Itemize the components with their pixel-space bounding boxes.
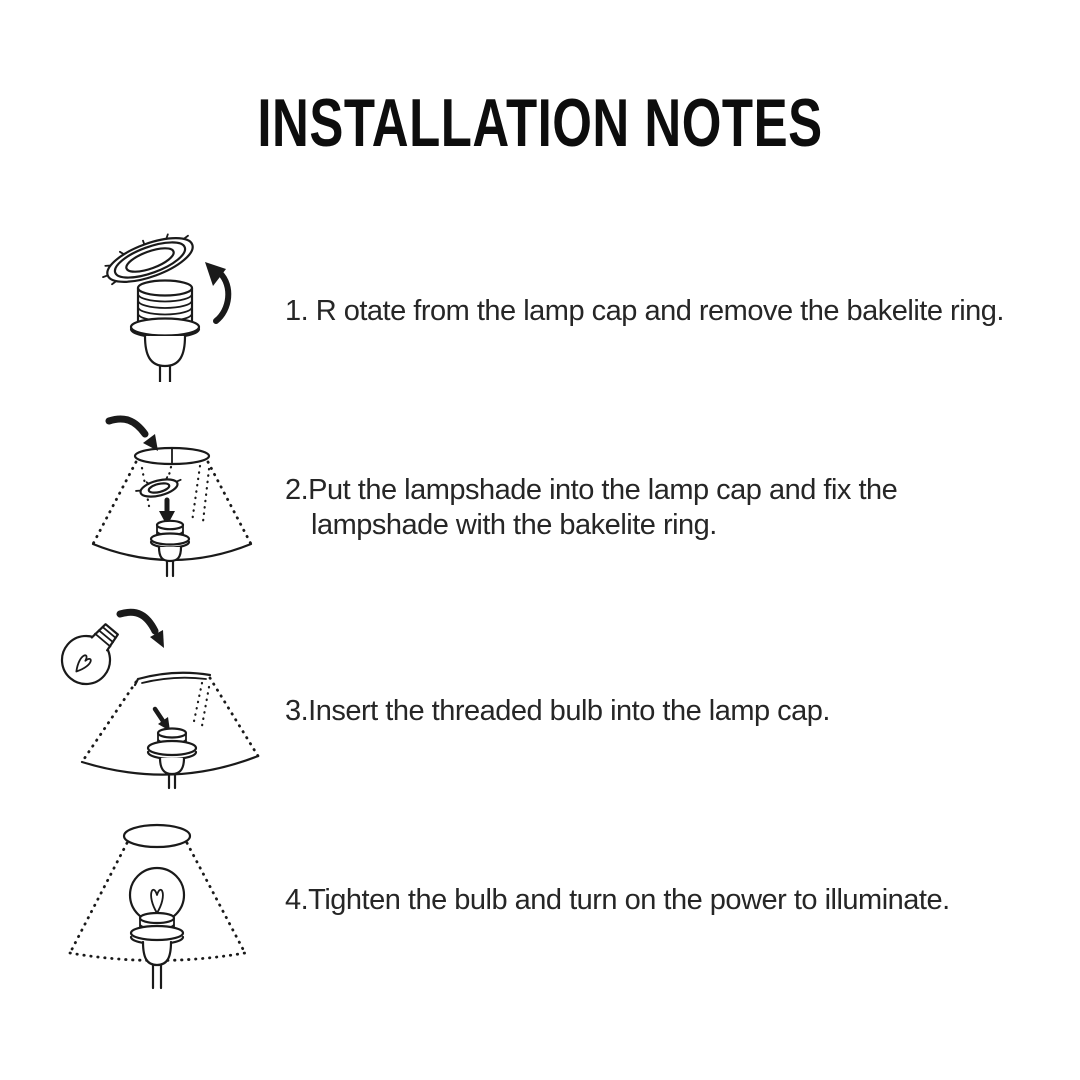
rotate-bakelite-ring-illustration [93, 224, 235, 382]
page-title: INSTALLATION NOTES [257, 85, 823, 161]
step-1-text: 1. R otate from the lamp cap and remove the bakelite ring. [285, 295, 1004, 327]
lamp-cap-rotation-icon [93, 224, 235, 382]
step-4-text: 4.Tighten the bulb and turn on the power to illuminate. [285, 884, 950, 916]
bulb-insert-icon [52, 598, 267, 790]
step-2-text: 2.Put the lampshade into the lamp cap and fix the lampshade with the bakelite ring. [285, 474, 898, 541]
lampshade-fix-ring-icon [79, 408, 259, 578]
lampshade-and-ring-illustration [79, 408, 259, 578]
step-3-text: 3.Insert the threaded bulb into the lamp cap. [285, 695, 830, 727]
finished-lamp-illustration [58, 810, 258, 990]
bulb-illuminate-icon [58, 810, 258, 990]
insert-bulb-illustration [52, 598, 267, 790]
